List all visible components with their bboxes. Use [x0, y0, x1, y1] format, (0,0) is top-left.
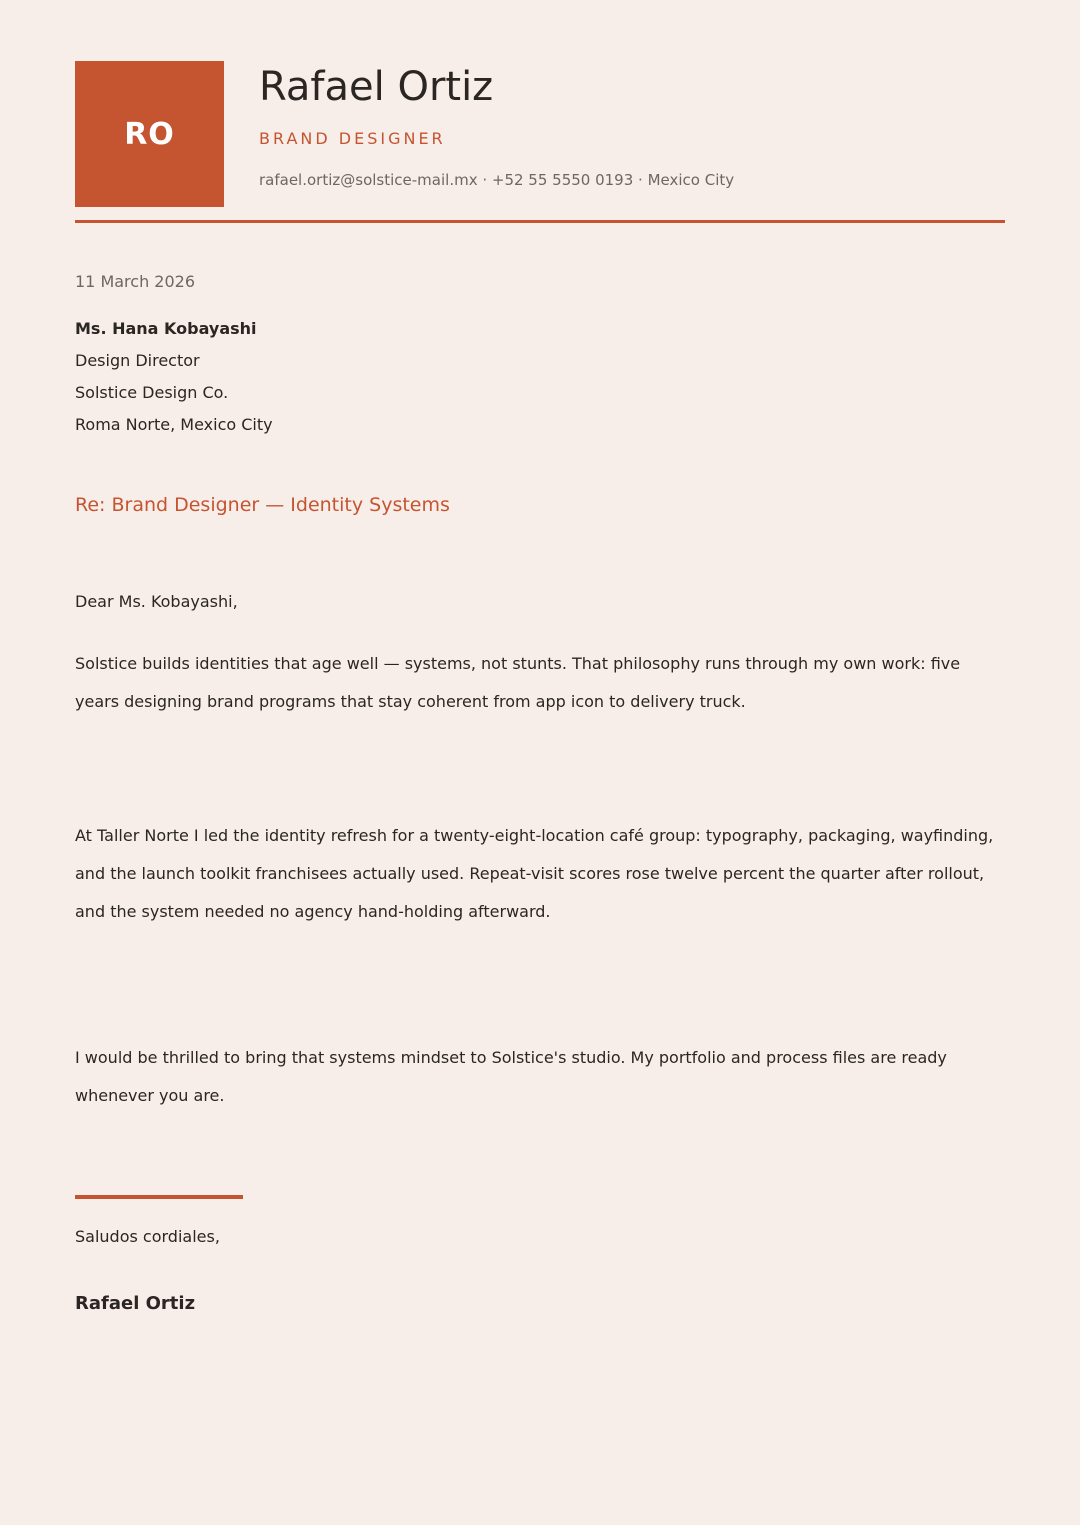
signature-divider — [75, 1195, 243, 1199]
monogram-logo — [75, 61, 224, 207]
signature-name: Rafael Ortiz — [75, 1293, 196, 1314]
cover-letter — [75, 61, 1005, 1314]
recipient-company: Solstice Design Co. — [75, 383, 229, 402]
letterhead — [75, 61, 1005, 207]
body-paragraph-3: I would be thrilled to bring that systems mindset to Solstice's studio. My portfolio and process files are ready whenever you are. — [75, 1048, 947, 1105]
recipient-location: Roma Norte, Mexico City — [75, 415, 273, 434]
recipient-block — [75, 313, 273, 441]
salutation: Dear Ms. Kobayashi, — [75, 592, 238, 611]
subject-line: Re: Brand Designer — Identity Systems — [75, 494, 450, 516]
closing-line: Saludos cordiales, — [75, 1227, 220, 1246]
recipient-title: Design Director — [75, 351, 200, 370]
body-paragraph-1: Solstice builds identities that age well — systems, not stunts. That philosophy runs through my own work: five years designing brand programs that stay coherent from app icon to delivery truck. — [75, 654, 961, 711]
sender-role: BRAND DESIGNER — [259, 129, 446, 148]
letter-date: 11 March 2026 — [75, 272, 196, 291]
header-divider — [75, 220, 1005, 223]
monogram-initials: RO — [124, 116, 175, 152]
sender-contact: rafael.ortiz@solstice-mail.mx · +52 55 5550 0193 · Mexico City — [259, 171, 735, 189]
recipient-name: Ms. Hana Kobayashi — [75, 319, 257, 338]
sender-name: Rafael Ortiz — [259, 64, 494, 110]
body-paragraph-2: At Taller Norte I led the identity refresh for a twenty-eight-location café group: typography, packaging, wayfinding, and the launch toolkit franchisees actually used. Repeat-visit scores rose twelve percent the quarter after rollout, and the system needed no agency hand-holding afterward. — [75, 826, 994, 921]
